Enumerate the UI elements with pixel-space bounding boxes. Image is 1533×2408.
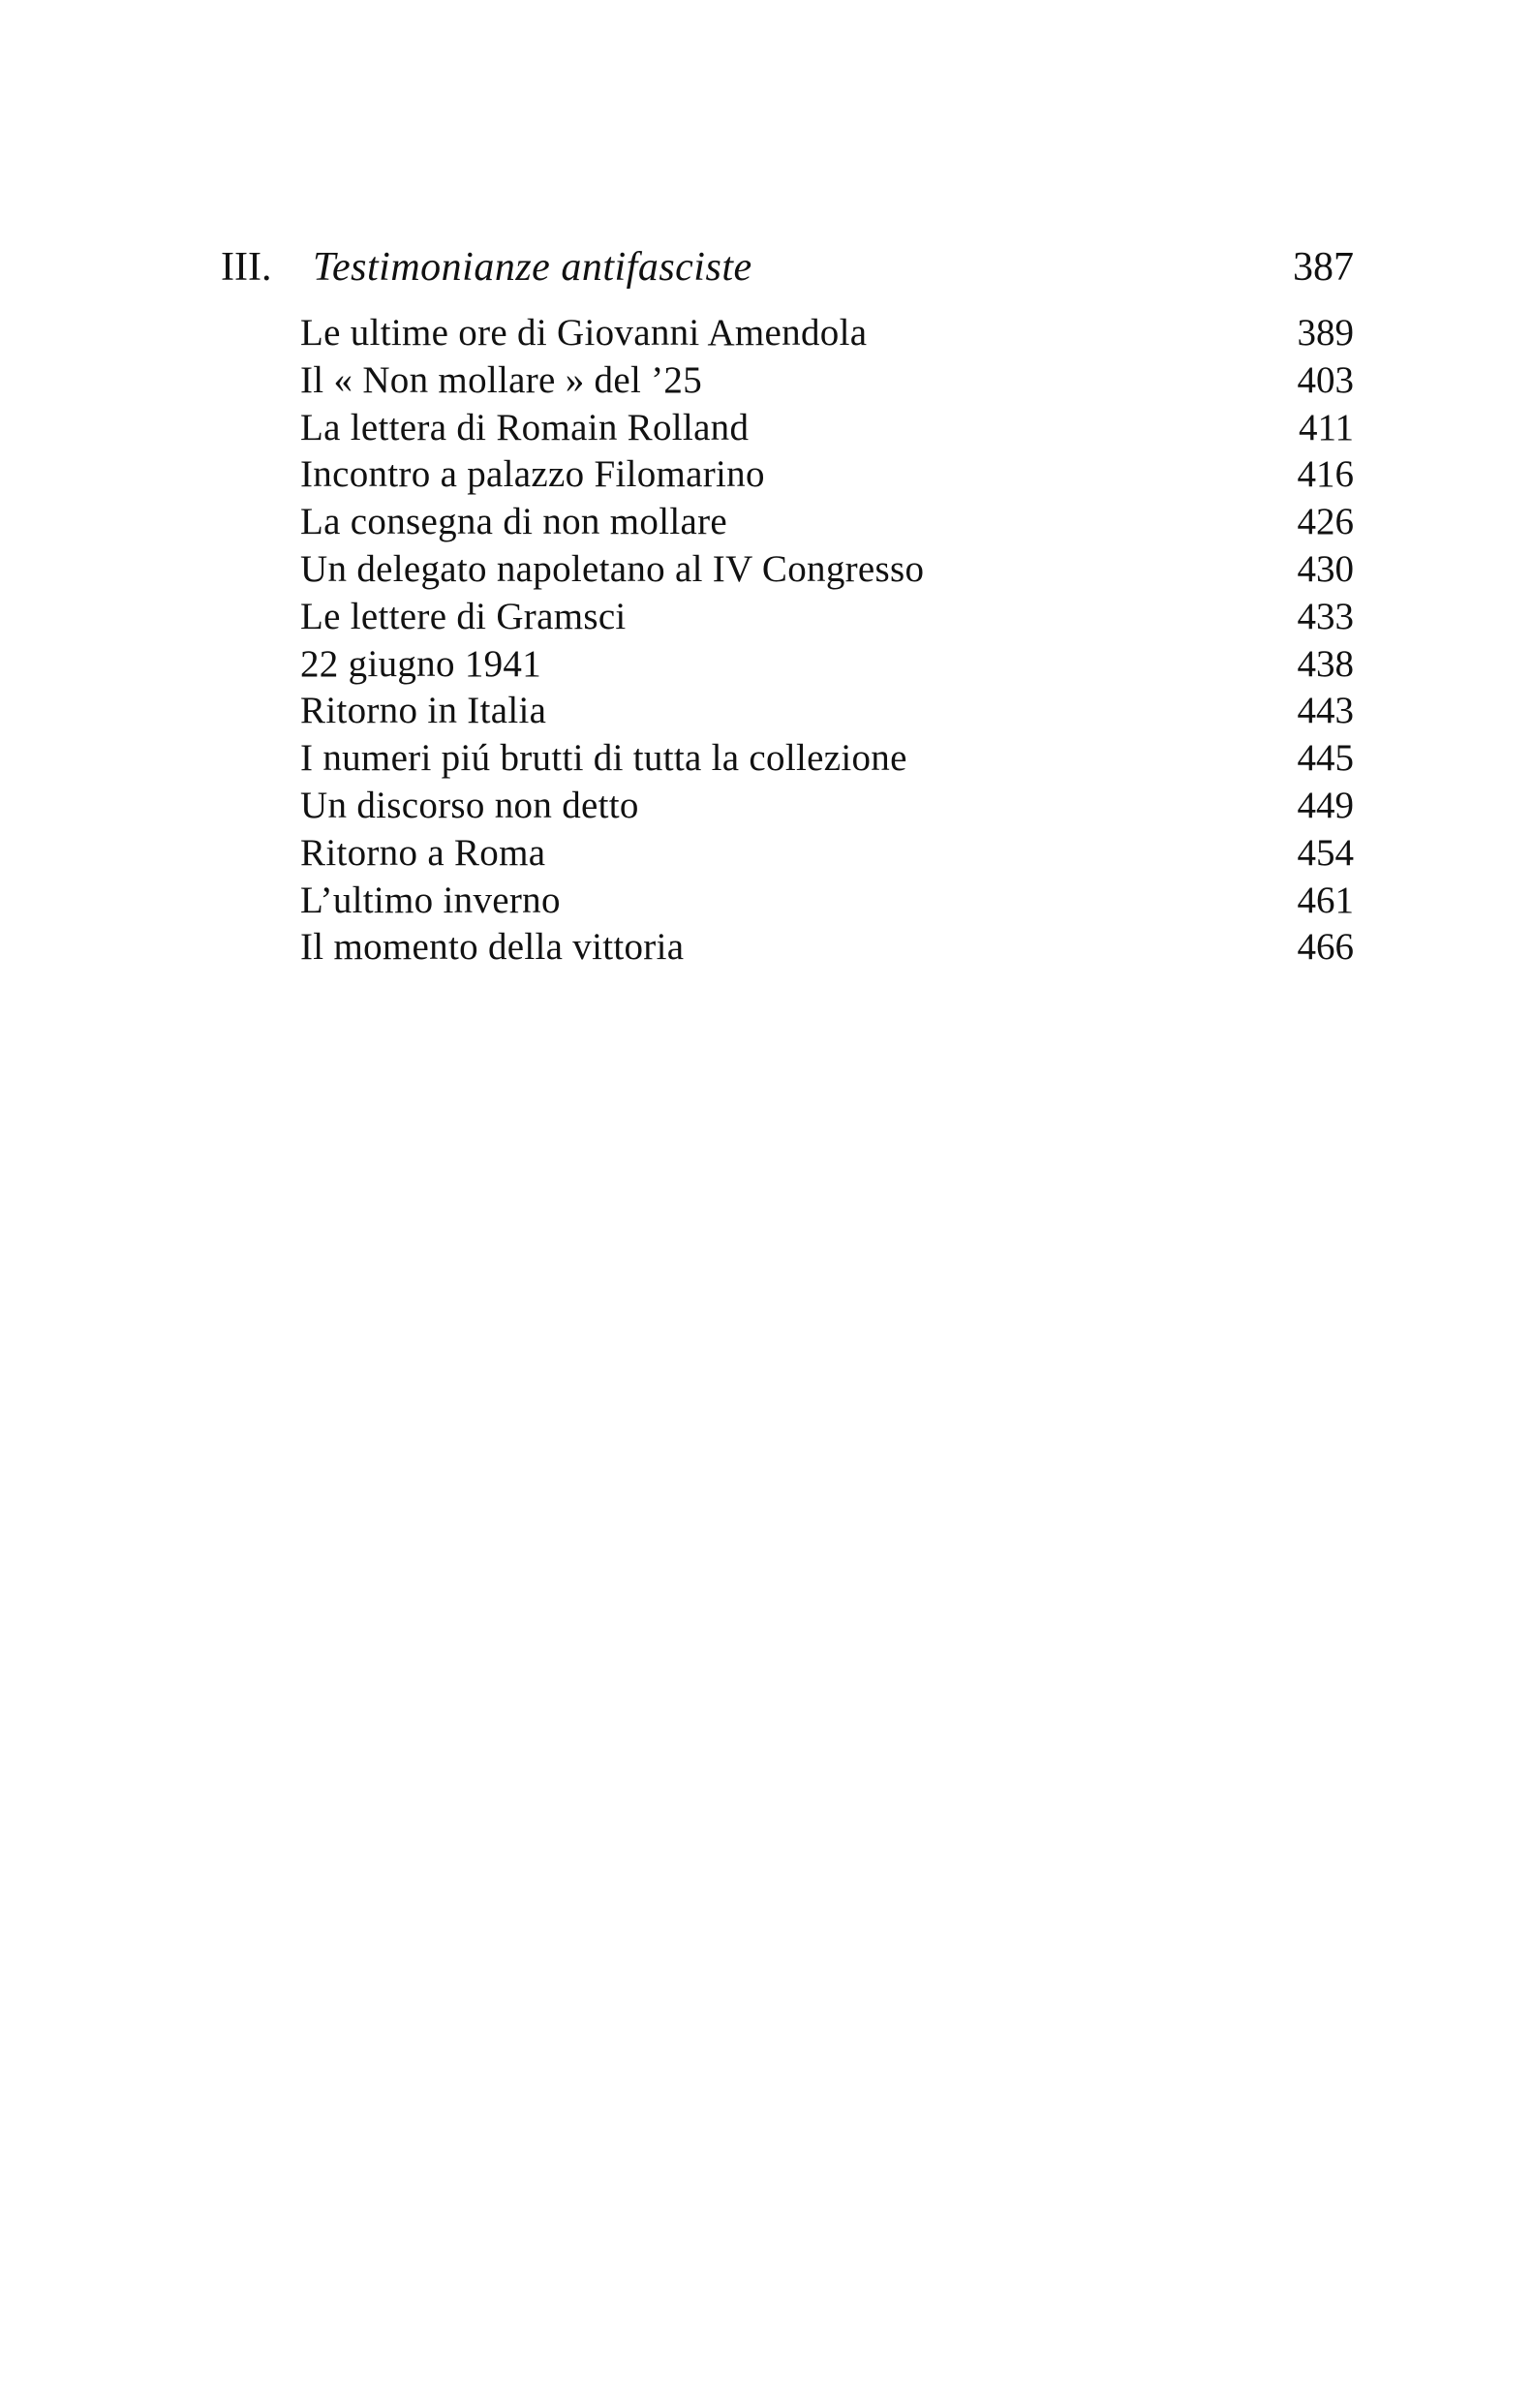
toc-entry xyxy=(300,405,1354,452)
entry-title: Un delegato napoletano al IV Congresso xyxy=(300,547,925,590)
entry-title: Un discorso non detto xyxy=(300,784,639,826)
toc-entry xyxy=(300,451,1354,499)
entry-page-number: 426 xyxy=(1297,501,1354,543)
entry-title: Incontro a palazzo Filomarino xyxy=(300,453,765,496)
entry-page-number: 443 xyxy=(1297,690,1354,732)
entry-title: Le lettere di Gramsci xyxy=(300,595,627,637)
section-numeral: III. xyxy=(221,245,272,290)
section-header xyxy=(221,240,1354,298)
entry-title: La consegna di non mollare xyxy=(300,501,727,543)
entry-page-number: 411 xyxy=(1298,406,1354,448)
toc-entry xyxy=(300,688,1354,735)
toc-entry xyxy=(300,499,1354,546)
entry-page-number: 389 xyxy=(1297,312,1354,354)
toc-entries xyxy=(300,310,1354,972)
entry-page-number: 438 xyxy=(1297,642,1354,685)
entry-title: Il « Non mollare » del ’25 xyxy=(300,358,703,401)
entry-title: Le ultime ore di Giovanni Amendola xyxy=(300,312,868,354)
entry-page-number: 416 xyxy=(1297,453,1354,496)
entry-title: Ritorno a Roma xyxy=(300,831,546,874)
entry-page-number: 445 xyxy=(1297,737,1354,780)
toc-entry xyxy=(300,735,1354,783)
entry-page-number: 461 xyxy=(1297,879,1354,921)
toc-entry xyxy=(300,641,1354,689)
entry-title: Il momento della vittoria xyxy=(300,926,685,969)
entry-page-number: 433 xyxy=(1297,595,1354,637)
entry-title: I numeri piú brutti di tutta la collezione xyxy=(300,737,907,780)
toc-entry xyxy=(300,546,1354,594)
entry-page-number: 449 xyxy=(1297,784,1354,826)
entry-page-number: 466 xyxy=(1297,926,1354,969)
toc-entry xyxy=(300,924,1354,972)
entry-title: Ritorno in Italia xyxy=(300,690,547,732)
entry-page-number: 403 xyxy=(1297,358,1354,401)
entry-title: 22 giugno 1941 xyxy=(300,642,542,685)
section-title: Testimonianze antifasciste xyxy=(313,245,752,290)
section-page-number: 387 xyxy=(1293,245,1354,290)
entry-page-number: 430 xyxy=(1297,547,1354,590)
toc-entry xyxy=(300,878,1354,925)
toc-entry xyxy=(300,830,1354,878)
entry-page-number: 454 xyxy=(1297,831,1354,874)
entry-title: L’ultimo inverno xyxy=(300,879,561,921)
toc-entry xyxy=(300,310,1354,357)
toc-entry xyxy=(300,357,1354,405)
toc-entry xyxy=(300,783,1354,830)
entry-title: La lettera di Romain Rolland xyxy=(300,406,750,448)
toc-entry xyxy=(300,594,1354,641)
